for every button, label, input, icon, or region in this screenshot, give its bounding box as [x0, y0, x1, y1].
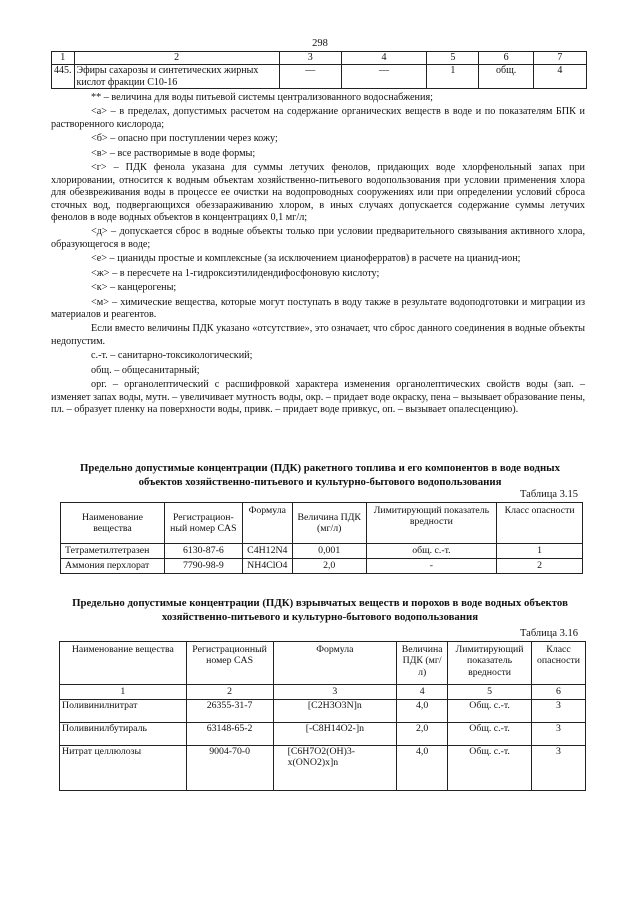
table-row: [60, 746, 586, 791]
note: <а> – в пределах, допустимых расчетом на содержание органических веществ в воде и по показателям БПК и растворенного кислорода;: [51, 106, 585, 130]
cas-number: 9004-70-0: [186, 746, 273, 791]
limiting-indicator: Общ. с.-т.: [448, 723, 532, 746]
page-number: 298: [312, 38, 328, 49]
col-number: 6: [479, 52, 533, 65]
limiting-indicator: Общ. с.-т.: [448, 746, 532, 791]
table-row: [60, 723, 586, 746]
formula: [C2H3O3N]n: [273, 700, 397, 723]
top-table: [51, 51, 587, 89]
column-header: Лимитирующий показатель вредности: [366, 503, 497, 544]
pdk-value: 2,0: [397, 723, 448, 746]
cas-number: 63148-65-2: [186, 723, 273, 746]
column-numbers-row: [60, 685, 586, 700]
hazard-class: 3: [532, 700, 586, 723]
note: ** – величина для воды питьевой системы централизованного водоснабжения;: [91, 92, 433, 103]
note: <в> – все растворимые в воде формы;: [91, 147, 256, 159]
note: Если вместо величины ПДК указано «отсутствие», это означает, что сброс данного соединения в водные объекты недопустим.: [51, 323, 585, 347]
table-row: [61, 544, 583, 559]
note: орг. – органолептический с расшифровкой характера изменения органолептических свойств воды (зап. – изменяет запах воды, мутн. – увеличивает мутность воды, окр. – придает воде окраску, пена – вызывает образование пены, пл. – образует пленку на поверхности воды, привк. – придает воде привкус, оп. – вызывает опалесценцию).: [51, 379, 585, 416]
note: <м> – химические вещества, которые могут поступать в воду также в результате водоподготовки и миграции из материалов и реагентов.: [51, 296, 585, 320]
row-number: 445.: [52, 65, 75, 89]
col-number: 4: [397, 685, 448, 700]
col-number: 3: [279, 52, 341, 65]
note: <к> – канцерогены;: [91, 282, 177, 294]
note: с.-т. – санитарно-токсикологический;: [91, 350, 253, 362]
section-title: Предельно допустимые концентрации (ПДК) взрывчатых веществ и порохов в воде водных объектов хозяйственно-питьевого и культурно-бытового водопользования: [72, 597, 568, 623]
hazard-class: 3: [532, 746, 586, 791]
limiting-indicator: Общ. с.-т.: [448, 700, 532, 723]
cell: —: [341, 65, 427, 89]
table-caption: Таблица 3.16: [520, 628, 579, 639]
column-header: Лимитирующий показатель вредности: [448, 642, 532, 685]
substance-name: Тетраметилтетразен: [61, 544, 165, 559]
col-number: 6: [532, 685, 586, 700]
pdk-value: 4,0: [397, 700, 448, 723]
cell: 1: [427, 65, 479, 89]
formula: C4H12N4: [242, 544, 292, 559]
note: <б> – опасно при поступлении через кожу;: [91, 133, 278, 145]
pdk-value: 2,0: [292, 559, 366, 574]
substance-name: Эфиры сахарозы и синтетических жирных кислот фракции С10-16: [74, 65, 279, 89]
note: <д> – допускается сброс в водные объекты только при условии предварительного связывания активного хлора, образующегося в воде;: [51, 226, 585, 250]
hazard-class: 2: [497, 559, 583, 574]
table-row: [52, 65, 587, 89]
table-row: [61, 559, 583, 574]
column-header: Формула: [273, 642, 397, 685]
substance-name: Аммония перхлорат: [61, 559, 165, 574]
cas-number: 6130-87-6: [164, 544, 242, 559]
column-header: Величина ПДК (мг/л): [397, 642, 448, 685]
note: общ. – общесанитарный;: [91, 364, 200, 376]
table-3-16: [59, 641, 586, 791]
section-title: Предельно допустимые концентрации (ПДК) ракетного топлива и его компонентов в воде водных объектов хозяйственно-питьевого и культурно-бытового водопользования: [79, 462, 561, 488]
note: <е> – цианиды простые и комплексные (за исключением цианоферратов) в расчете на цианид-ион;: [91, 253, 521, 265]
cas-number: 26355-31-7: [186, 700, 273, 723]
col-number: 5: [448, 685, 532, 700]
table-row: [60, 700, 586, 723]
column-header: Величина ПДК (мг/л): [292, 503, 366, 544]
footnotes: [51, 92, 585, 419]
column-header: Формула: [242, 503, 292, 544]
column-header: Наименование вещества: [61, 503, 165, 544]
col-number: 2: [74, 52, 279, 65]
col-number: 5: [427, 52, 479, 65]
table-caption: Таблица 3.15: [520, 489, 579, 500]
table-header-row: [61, 503, 583, 544]
column-header: Класс опасности: [497, 503, 583, 544]
column-header: Регистрационный номер CAS: [186, 642, 273, 685]
cas-number: 7790-98-9: [164, 559, 242, 574]
col-number: 1: [60, 685, 187, 700]
column-header: Наименование вещества: [60, 642, 187, 685]
column-header: Класс опасности: [532, 642, 586, 685]
table-3-15: [60, 502, 583, 574]
hazard-class: 3: [532, 723, 586, 746]
substance-name: Поливинилбутираль: [60, 723, 187, 746]
hazard-class: 1: [497, 544, 583, 559]
cell: общ.: [479, 65, 533, 89]
top-table-header: [52, 52, 587, 65]
cell: —: [279, 65, 341, 89]
limiting-indicator: общ. с.-т.: [366, 544, 497, 559]
col-number: 3: [273, 685, 397, 700]
limiting-indicator: -: [366, 559, 497, 574]
formula: [C6H7O2(OH)3-x(ONO2)x]n: [273, 746, 397, 791]
pdk-value: 4,0: [397, 746, 448, 791]
substance-name: Поливинилнитрат: [60, 700, 187, 723]
table-header-row: [60, 642, 586, 685]
col-number: 2: [186, 685, 273, 700]
col-number: 7: [533, 52, 586, 65]
pdk-value: 0,001: [292, 544, 366, 559]
col-number: 1: [52, 52, 75, 65]
formula: NH4ClO4: [242, 559, 292, 574]
col-number: 4: [341, 52, 427, 65]
cell: 4: [533, 65, 586, 89]
formula: [-C8H14O2-]n: [273, 723, 397, 746]
column-header: Регистрацион-ный номер CAS: [164, 503, 242, 544]
note: <г> – ПДК фенола указана для суммы летучих фенолов, придающих воде хлорфенольный запах при хлорировании, относится к водным объектам хозяйственно-питьевого водопользования при условии применения хлора для обезвреживания воды в процессе ее очистки на водопроводных сооружениях или при определении условий сброса сточных вод, подвергающихся обеззараживанию хлором, в иных случаях допускается содержание суммы летучих фенолов в воде водных объектов в концентрациях 0,1 мг/л;: [51, 162, 585, 223]
note: <ж> – в пересчете на 1-гидроксиэтилидендифосфоновую кислоту;: [91, 267, 380, 279]
substance-name: Нитрат целлюлозы: [60, 746, 187, 791]
